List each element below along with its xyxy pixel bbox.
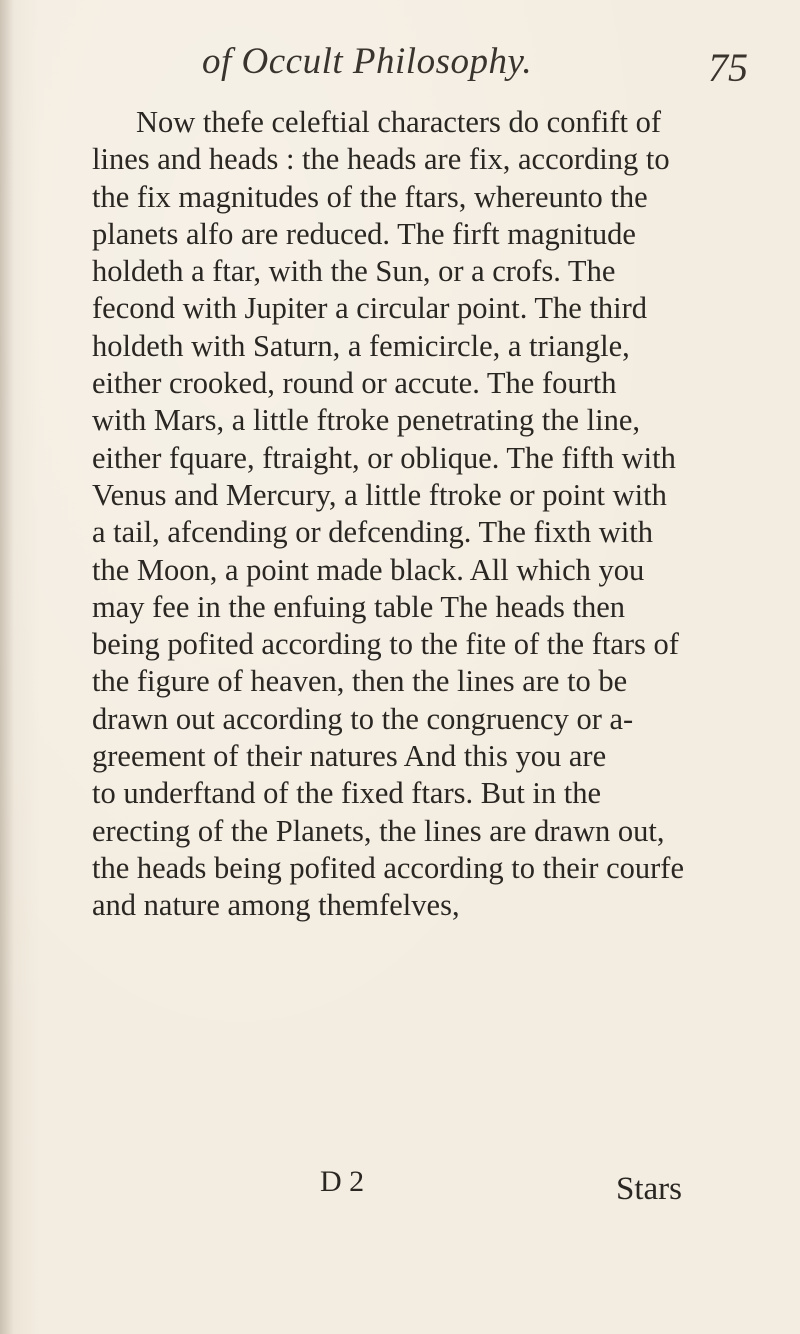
text-line: being pofited according to the fite of the ftars of [92, 627, 679, 662]
page-number: 75 [708, 45, 748, 90]
text-line: to underftand of the fixed ftars. But in the [92, 776, 602, 811]
text-line: fecond with Jupiter a circular point. The third [92, 291, 648, 326]
text-line: holdeth with Saturn, a femicircle, a triangle, [92, 328, 630, 363]
text-line: Venus and Mercury, a little ftroke or point with [92, 477, 667, 512]
text-line: may fee in the enfuing table The heads then [92, 589, 625, 624]
text-line: drawn out according to the congruency or a- [92, 701, 634, 736]
text-line: either fquare, ftraight, or oblique. The fifth with [92, 440, 676, 475]
text-line: erecting of the Planets, the lines are drawn out, [92, 813, 665, 848]
text-line: holdeth a ftar, with the Sun, or a crofs. The [92, 254, 616, 289]
running-title: of Occult Philosophy. [202, 41, 533, 82]
page-footer [0, 1165, 800, 1215]
text-line: the fix magnitudes of the ftars, whereunto the [92, 179, 648, 214]
text-line: the Moon, a point made black. All which you [92, 552, 645, 587]
body-text [92, 104, 752, 925]
running-head [0, 28, 800, 88]
text-line: a tail, afcending or defcending. The fixth with [92, 515, 653, 550]
text-line: Now thefe celeftial characters do confift of [136, 105, 662, 139]
signature-mark: D 2 [320, 1165, 365, 1198]
text-line: lines and heads : the heads are fix, according to [92, 142, 670, 177]
catchword: Stars [616, 1171, 682, 1207]
text-line: the figure of heaven, then the lines are to be [92, 664, 628, 699]
text-line: the heads being pofited according to their courfe [92, 850, 684, 885]
text-line: and nature among themfelves, [92, 888, 460, 923]
text-line: either crooked, round or accute. The fourth [92, 366, 617, 401]
text-line: greement of their natures And this you are [92, 739, 607, 774]
text-line: with Mars, a little ftroke penetrating the line, [92, 403, 640, 438]
gutter-shadow [0, 0, 14, 1334]
text-line: planets alfo are reduced. The firft magnitude [92, 216, 636, 251]
